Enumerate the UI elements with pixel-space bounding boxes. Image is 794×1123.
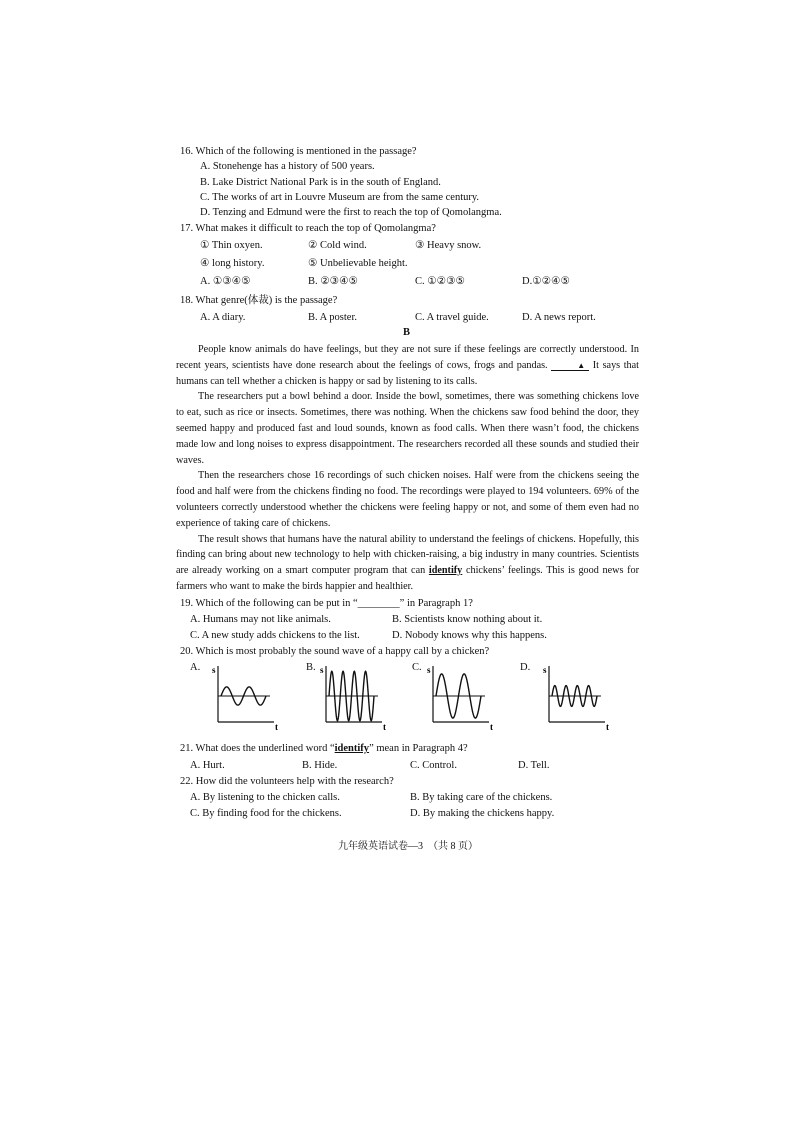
q21-option-d: D. Tell. [518, 760, 550, 771]
wave-chart-a [210, 660, 282, 730]
q20-stem: 20. Which is most probably the sound wave of a happy call by a chicken? [180, 646, 490, 657]
wave-chart-c [425, 660, 497, 730]
q17-stem: 17. What makes it difficult to reach the top of Qomolangma? [180, 223, 436, 234]
p1-text-start: People know animals do have feelings, but they are not sure if these feelings are correctly understood. In recent years, scientists have done research about the feelings of cows, frogs and pandas. [176, 344, 639, 371]
underlined-word: identify [428, 565, 463, 577]
paragraph-4 [176, 532, 639, 595]
q22-option-d: D. By making the chickens happy. [410, 808, 555, 819]
q21-option-b: B. Hide. [302, 760, 338, 771]
q16-option-b: B. Lake District National Park is in the south of England. [200, 177, 441, 188]
q18-option-d: D. A news report. [522, 312, 596, 323]
q17-option-c: C. ①②③⑤ [415, 276, 465, 287]
q20-letter-b: B. [306, 662, 316, 673]
y-axis-label: s [320, 665, 324, 675]
q18-option-b: B. A poster. [308, 312, 358, 323]
q21-stem [180, 742, 468, 755]
q18-option-a: A. A diary. [200, 312, 246, 323]
q22-option-b: B. By taking care of the chickens. [410, 792, 553, 803]
q21-stem-start: 21. What does the underlined word “ [180, 743, 335, 754]
wave-svg-c [425, 660, 497, 730]
q20-letter-a: A. [190, 662, 201, 673]
q16-option-a: A. Stonehenge has a history of 500 years. [200, 161, 375, 172]
wave-svg-d [541, 660, 613, 730]
passage [176, 342, 639, 595]
q21-option-a: A. Hurt. [190, 760, 225, 771]
q19-option-d: D. Nobody knows why this happens. [392, 630, 547, 641]
x-axis-label: t [383, 722, 386, 730]
blank-marker: ▲ [551, 361, 589, 371]
q21-option-c: C. Control. [410, 760, 457, 771]
q17-item-1: ① Thin oxyen. [200, 240, 263, 251]
y-axis-label: s [543, 665, 547, 675]
q17-item-2: ② Cold wind. [308, 240, 367, 251]
q17-item-5: ⑤ Unbelievable height. [308, 258, 408, 269]
q17-option-b: B. ②③④⑤ [308, 276, 358, 287]
q22-stem: 22. How did the volunteers help with the research? [180, 776, 394, 787]
wave-chart-d [541, 660, 613, 730]
q21-underlined-word: identify [334, 743, 370, 754]
q19-option-a: A. Humans may not like animals. [190, 614, 331, 625]
q17-option-d: D.①②④⑤ [522, 276, 570, 287]
x-axis-label: t [275, 722, 278, 730]
q17-item-3: ③ Heavy snow. [415, 240, 482, 251]
q18-option-c: C. A travel guide. [415, 312, 489, 323]
q17-item-4: ④ long history. [200, 258, 265, 269]
q16-option-c: C. The works of art in Louvre Museum are from the same century. [200, 192, 480, 203]
wave-svg-a [210, 660, 282, 730]
wave-chart-b [318, 660, 390, 730]
q22-option-c: C. By finding food for the chickens. [190, 808, 342, 819]
q19-option-b: B. Scientists know nothing about it. [392, 614, 543, 625]
q22-option-a: A. By listening to the chicken calls. [190, 792, 340, 803]
q20-letter-c: C. [412, 662, 422, 673]
y-axis-label: s [427, 665, 431, 675]
p4-text-start: The result shows that humans have the natural ability to understand the feelings of chickens. Hopefully, this finding can bring about new technology to help with chicken-raising, a big industry in many countries. Scientists are already working on a smart computer program that can [176, 533, 639, 577]
x-axis-label: t [490, 722, 493, 730]
p4-text-end: chickens’ feelings. This is good news for farmers who want to make the birds happier and healthier. [176, 565, 639, 592]
section-label: B [403, 327, 411, 338]
y-axis-label: s [212, 665, 216, 675]
q20-letter-d: D. [520, 662, 531, 673]
q16-stem: 16. Which of the following is mentioned in the passage? [180, 146, 417, 157]
q19-option-c: C. A new study adds chickens to the list. [190, 630, 360, 641]
q21-stem-end: ” mean in Paragraph 4? [369, 743, 468, 754]
x-axis-label: t [606, 722, 609, 730]
q17-option-a: A. ①③④⑤ [200, 276, 251, 287]
p1-text-end: It says that humans can tell whether a chicken is happy or sad by listening to its calls. [176, 359, 639, 387]
q19-stem: 19. Which of the following can be put in “________” in Paragraph 1? [180, 598, 473, 609]
paragraph-3: Then the researchers chose 16 recordings of such chicken noises. Half were from the chickens seeing the food and half were from the chickens finding no food. The recordings were played to 194 volunteers. 69% of the volunteers correctly understood whether the chickens were feeling happy or not, and some of them even had no experience of taking care of chickens. [176, 470, 639, 529]
wave-svg-b [318, 660, 390, 730]
q16-option-d: D. Tenzing and Edmund were the first to reach the top of Qomolangma. [200, 207, 502, 218]
paragraph-2: The researchers put a bowl behind a door. Inside the bowl, sometimes, there was something chickens love to eat, such as rice or insects. Sometimes, there was nothing. When the chickens saw food behind the door, they seemed happy and produced fast and loud sounds, known as food calls. When there wasn’t food, the chickens made low and long noises to express disappointment. The researchers recorded all these sounds and studied their waves. [176, 391, 639, 466]
q18-stem: 18. What genre(体裁) is the passage? [180, 295, 338, 306]
paragraph-1 [176, 342, 639, 389]
page-footer: 九年级英语试卷—3 （共 8 页） [338, 841, 478, 852]
